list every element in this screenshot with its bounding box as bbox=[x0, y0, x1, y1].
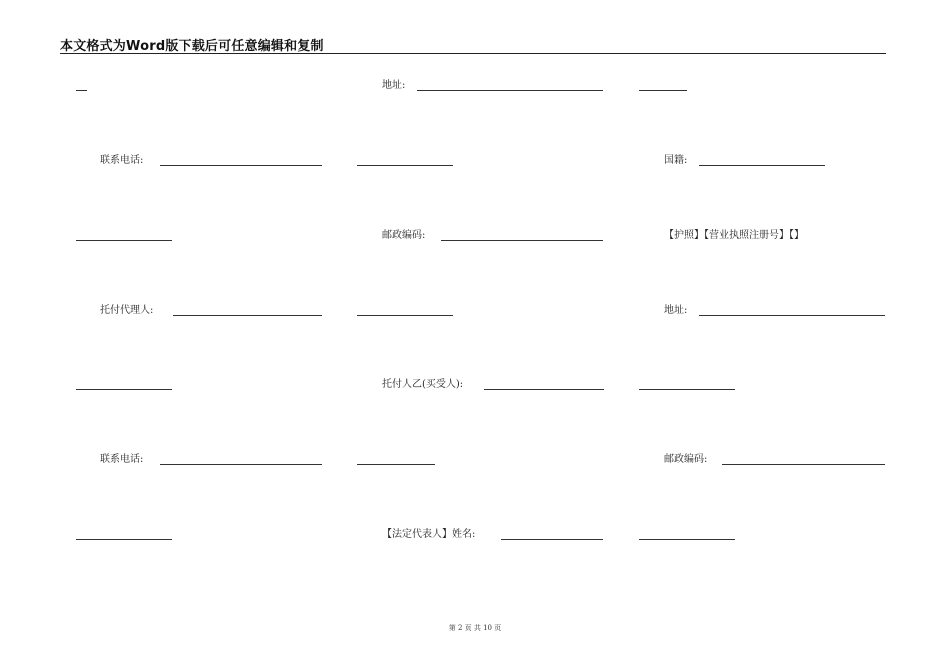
nationality-label: 国籍: bbox=[664, 155, 688, 166]
address-label: 地址: bbox=[382, 80, 406, 91]
page-number: 第 2 页 共 10 页 bbox=[448, 624, 502, 632]
blank-line bbox=[639, 90, 687, 91]
agent-blank bbox=[173, 315, 322, 316]
contact-phone-label: 联系电话: bbox=[100, 454, 144, 465]
address-label: 地址: bbox=[664, 305, 688, 316]
legal-rep-label: 【法定代表人】姓名: bbox=[382, 529, 476, 540]
blank-line bbox=[357, 315, 453, 316]
blank-line bbox=[357, 165, 453, 166]
page-footer bbox=[0, 623, 950, 633]
page-header bbox=[60, 33, 886, 54]
party-b-label: 托付人乙(买受人): bbox=[382, 379, 464, 390]
address-blank bbox=[417, 90, 603, 91]
blank-line bbox=[76, 240, 172, 241]
contact-phone-label: 联系电话: bbox=[100, 155, 144, 166]
blank-line bbox=[76, 90, 87, 91]
blank-line bbox=[357, 464, 435, 465]
blank-line bbox=[76, 539, 172, 540]
address-blank bbox=[699, 315, 885, 316]
nationality-blank bbox=[699, 165, 825, 166]
postal-code-blank bbox=[441, 240, 603, 241]
postal-code-blank bbox=[722, 464, 885, 465]
blank-line bbox=[76, 389, 172, 390]
header-title: 本文格式为Word版下载后可任意编辑和复制 bbox=[60, 39, 324, 54]
blank-line bbox=[639, 389, 735, 390]
postal-code-label: 邮政编码: bbox=[382, 230, 426, 241]
blank-line bbox=[639, 539, 735, 540]
contact-phone-blank bbox=[160, 464, 322, 465]
postal-code-label: 邮政编码: bbox=[664, 454, 708, 465]
contact-phone-blank bbox=[160, 165, 322, 166]
party-b-blank bbox=[484, 389, 604, 390]
agent-label: 托付代理人: bbox=[100, 305, 154, 316]
id-types-label: 【护照】【营业执照注册号】【】 bbox=[664, 230, 804, 241]
legal-rep-blank bbox=[501, 539, 603, 540]
